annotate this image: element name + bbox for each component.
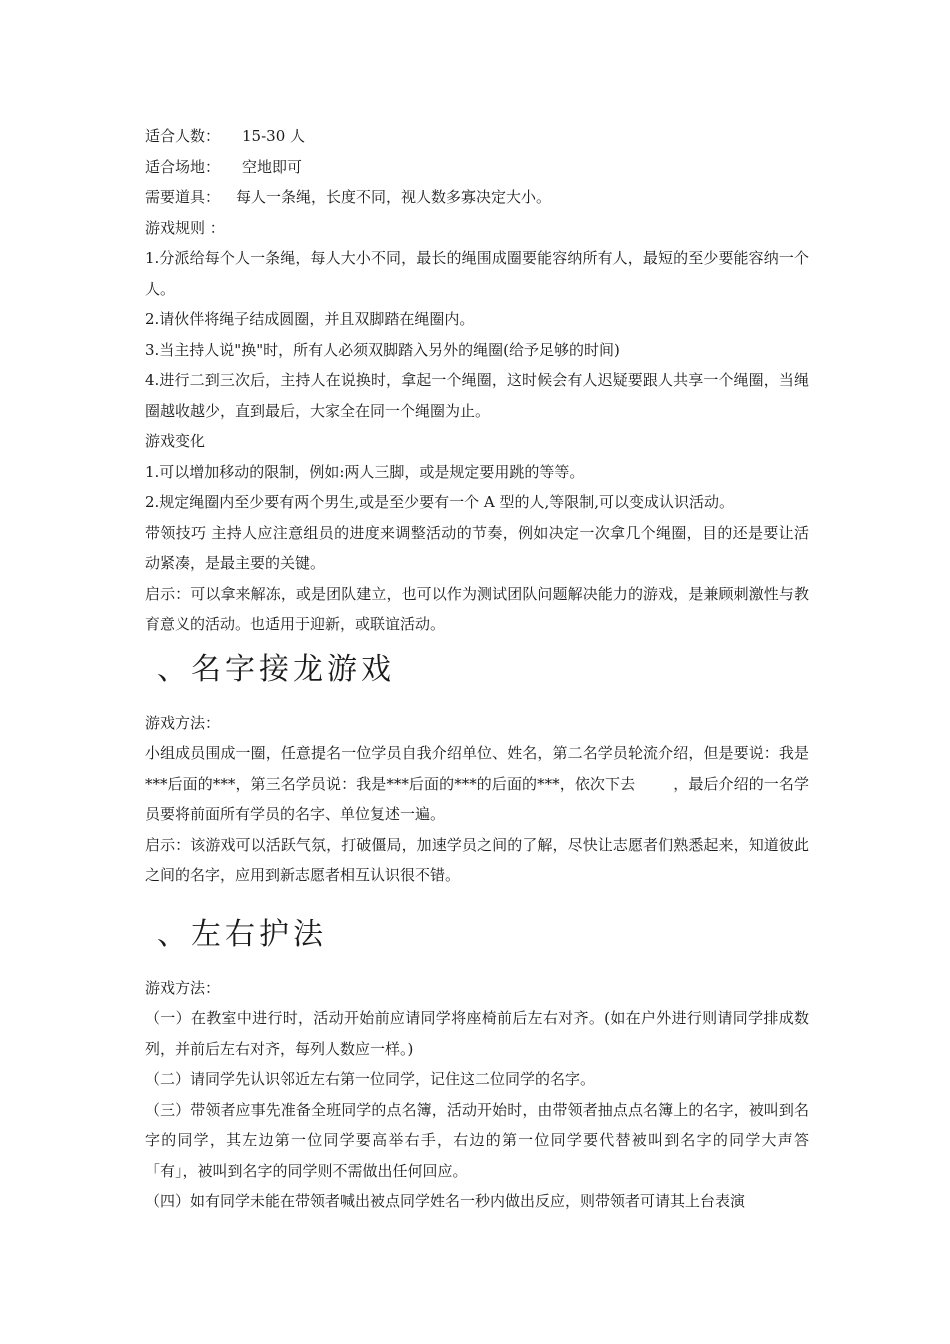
variation-title: 游戏变化 xyxy=(145,432,206,450)
method-paragraph xyxy=(145,738,809,830)
venue-label: 适合场地： xyxy=(145,157,221,176)
rule-item: 1.分派给每个人一条绳，每人大小不同，最长的绳围成圈要能容纳所有人，最短的至少要能容纳一个人。 xyxy=(145,249,809,298)
leading-tips: 带领技巧 主持人应注意组员的进度来调整活动的节奏，例如决定一次拿几个绳圈，目的还是要让活动紧凑，是最主要的关键。 xyxy=(145,523,809,572)
step-item: （二）请同学先认识邻近左右第一位同学，记住这二位同学的名字。 xyxy=(145,1070,596,1088)
people-count-label: 适合人数： xyxy=(145,127,221,145)
method-title: 游戏方法： xyxy=(145,978,221,997)
rule-item: 4.进行二到三次后，主持人在说换时，拿起一个绳圈，这时候会有人迟疑要跟人共享一个绳圈，当绳圈越收越少，直到最后，大家全在同一个绳圈为止。 xyxy=(145,371,809,420)
props-label: 需要道具： xyxy=(145,188,221,206)
rules-title: 游戏规则 ： xyxy=(145,218,225,237)
rule-item: 2.请伙伴将绳子结成圆圈，并且双脚踏在绳圈内。 xyxy=(145,310,475,328)
insight-paragraph: 启示：可以拿来解冻，或是团队建立，也可以作为测试团队问题解决能力的游戏，是兼顾刺激性与教育意义的活动。也适用于迎新，或联谊活动。 xyxy=(145,584,809,633)
method-text-part2: ，最后介绍的一名学员要将前面所有学员的名字、单位复述一遍。 xyxy=(145,774,809,823)
venue-value: 空地即可 xyxy=(242,157,303,176)
venue-line xyxy=(145,152,809,183)
method-title: 游戏方法： xyxy=(145,713,221,732)
step-item: （一）在教室中进行时，活动开始前应请同学将座椅前后左右对齐。(如在户外进行则请同学排成数列，并前后左右对齐，每列人数应一样。) xyxy=(145,1009,809,1058)
rule-item: 3.当主持人说"换"时，所有人必须双脚踏入另外的绳圈(给予足够的时间) xyxy=(145,340,620,359)
step-item: （四）如有同学未能在带领者喊出被点同学姓名一秒内做出反应，则带领者可请其上台表演 xyxy=(145,1192,746,1210)
people-count-value: 15-30 人 xyxy=(242,127,306,145)
method-text-part1: 小组成员围成一圈，任意提名一位学员自我介绍单位、姓名，第二名学员轮流介绍，但是要说：我是***后面的***，第三名学员说：我是***后面的***的后面的***，依次下去 xyxy=(145,744,809,793)
section-heading-left-right: 、左右护法 xyxy=(157,916,327,952)
document-page xyxy=(145,121,809,1217)
variation-item: 2.规定绳圈内至少要有两个男生,或是至少要有一个 A 型的人,等限制,可以变成认识活动。 xyxy=(145,493,734,511)
step-item: （三）带领者应事先准备全班同学的点名簿，活动开始时，由带领者抽点点名簿上的名字，被叫到名字的同学，其左边第一位同学要高举右手，右边的第一位同学要代替被叫到名字的同学大声答「有」，被叫到名字的同学则不需做出任何回应。 xyxy=(145,1100,809,1180)
variation-item: 1.可以增加移动的限制，例如:两人三脚，或是规定要用跳的等等。 xyxy=(145,462,585,481)
people-count-line xyxy=(145,121,809,152)
section-heading-name-chain: 、名字接龙游戏 xyxy=(157,651,395,687)
props-value: 每人一条绳，长度不同，视人数多寡决定大小。 xyxy=(236,188,552,206)
props-line xyxy=(145,182,809,213)
insight-paragraph: 启示：该游戏可以活跃气氛，打破僵局，加速学员之间的了解，尽快让志愿者们熟悉起来，知道彼此之间的名字，应用到新志愿者相互认识很不错。 xyxy=(145,835,809,884)
